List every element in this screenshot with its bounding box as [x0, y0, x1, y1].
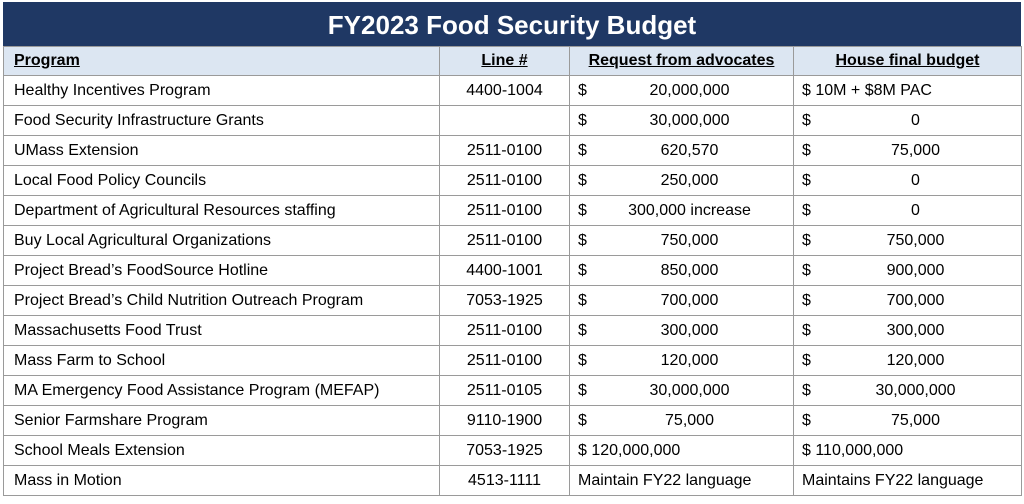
amount: 30,000,000: [649, 111, 730, 129]
table-header-row: [4, 47, 1022, 76]
table-row: [4, 466, 1022, 496]
amount: 0: [911, 171, 920, 189]
table-row: [4, 376, 1022, 406]
currency-symbol: $: [578, 81, 587, 99]
table-row: [4, 346, 1022, 376]
amount: 620,570: [660, 141, 719, 159]
table-row: [4, 256, 1022, 286]
cell-house: [794, 76, 1022, 106]
house-money-value: [794, 322, 1021, 340]
amount: 700,000: [886, 291, 945, 309]
cell-request: [570, 406, 794, 436]
table-row: [4, 76, 1022, 106]
request-money-value: [570, 412, 793, 430]
cell-line-number: 7053-1925: [440, 286, 570, 316]
cell-request: [570, 316, 794, 346]
cell-program: Senior Farmshare Program: [4, 406, 440, 436]
currency-symbol: $: [578, 261, 587, 279]
table-row: [4, 316, 1022, 346]
amount: 75,000: [891, 141, 940, 159]
cell-house: [794, 406, 1022, 436]
cell-request: [570, 376, 794, 406]
table-row: [4, 406, 1022, 436]
cell-house: [794, 286, 1022, 316]
house-money-value: [794, 292, 1021, 310]
cell-line-number: 7053-1925: [440, 436, 570, 466]
request-text-value: Maintain FY22 language: [578, 471, 752, 489]
cell-program: School Meals Extension: [4, 436, 440, 466]
amount: 75,000: [665, 411, 714, 429]
amount: 120,000: [660, 351, 719, 369]
cell-program: Project Bread’s FoodSource Hotline: [4, 256, 440, 286]
currency-symbol: $: [578, 381, 587, 399]
table-row: [4, 106, 1022, 136]
cell-request: [570, 226, 794, 256]
cell-program: UMass Extension: [4, 136, 440, 166]
amount: 300,000: [660, 321, 719, 339]
cell-line-number: 9110-1900: [440, 406, 570, 436]
cell-line-number: 2511-0100: [440, 166, 570, 196]
request-money-value: [570, 292, 793, 310]
amount: 30,000,000: [875, 381, 956, 399]
currency-symbol: $: [578, 201, 587, 219]
header-line-number: Line #: [440, 47, 570, 76]
request-money-value: [570, 322, 793, 340]
currency-symbol: $: [578, 321, 587, 339]
amount: 300,000: [886, 321, 945, 339]
cell-house: [794, 136, 1022, 166]
currency-symbol: $: [578, 111, 587, 129]
cell-request: [570, 346, 794, 376]
cell-request: [570, 196, 794, 226]
request-money-value: [570, 202, 793, 220]
table-row: [4, 166, 1022, 196]
header-program: Program: [4, 47, 440, 76]
cell-request: [570, 436, 794, 466]
amount: 750,000: [886, 231, 945, 249]
house-money-value: [794, 412, 1021, 430]
cell-line-number: 2511-0100: [440, 316, 570, 346]
request-money-value: [570, 262, 793, 280]
house-money-value: [794, 232, 1021, 250]
table-row: [4, 226, 1022, 256]
currency-symbol: $: [802, 231, 811, 249]
budget-table: [3, 46, 1022, 496]
cell-line-number: 4400-1001: [440, 256, 570, 286]
house-money-value: [794, 172, 1021, 190]
currency-symbol: $: [802, 351, 811, 369]
house-money-value: [794, 262, 1021, 280]
header-request-from-advocates: Request from advocates: [570, 47, 794, 76]
currency-symbol: $: [802, 111, 811, 129]
cell-program: Mass in Motion: [4, 466, 440, 496]
cell-house: [794, 106, 1022, 136]
cell-house: [794, 466, 1022, 496]
currency-symbol: $: [578, 291, 587, 309]
amount: 75,000: [891, 411, 940, 429]
request-money-value: [570, 352, 793, 370]
request-text-value: $ 120,000,000: [578, 441, 681, 459]
cell-program: Mass Farm to School: [4, 346, 440, 376]
page-title: FY2023 Food Security Budget: [3, 2, 1021, 46]
amount: 700,000: [660, 291, 719, 309]
amount: 120,000: [886, 351, 945, 369]
cell-program: Food Security Infrastructure Grants: [4, 106, 440, 136]
amount: 850,000: [660, 261, 719, 279]
currency-symbol: $: [802, 141, 811, 159]
currency-symbol: $: [802, 201, 811, 219]
currency-symbol: $: [802, 411, 811, 429]
currency-symbol: $: [578, 231, 587, 249]
house-money-value: [794, 352, 1021, 370]
currency-symbol: $: [578, 171, 587, 189]
request-money-value: [570, 382, 793, 400]
amount: 250,000: [660, 171, 719, 189]
cell-request: [570, 466, 794, 496]
house-text-value: $ 10M + $8M PAC: [802, 81, 932, 99]
cell-program: Department of Agricultural Resources staffing: [4, 196, 440, 226]
amount: 30,000,000: [649, 381, 730, 399]
cell-line-number: 2511-0100: [440, 136, 570, 166]
cell-request: [570, 76, 794, 106]
amount: 0: [911, 201, 920, 219]
cell-request: [570, 106, 794, 136]
amount: 750,000: [660, 231, 719, 249]
cell-request: [570, 166, 794, 196]
cell-house: [794, 436, 1022, 466]
currency-symbol: $: [578, 411, 587, 429]
house-money-value: [794, 142, 1021, 160]
cell-line-number: [440, 106, 570, 136]
cell-request: [570, 256, 794, 286]
house-money-value: [794, 112, 1021, 130]
request-money-value: [570, 112, 793, 130]
cell-house: [794, 346, 1022, 376]
cell-house: [794, 226, 1022, 256]
currency-symbol: $: [802, 321, 811, 339]
table-row: [4, 136, 1022, 166]
cell-program: MA Emergency Food Assistance Program (MEFAP): [4, 376, 440, 406]
cell-line-number: 4513-1111: [440, 466, 570, 496]
cell-line-number: 2511-0105: [440, 376, 570, 406]
house-text-value: Maintains FY22 language: [802, 471, 984, 489]
amount: 300,000 increase: [628, 201, 751, 219]
amount: 20,000,000: [649, 81, 730, 99]
table-row: [4, 436, 1022, 466]
currency-symbol: $: [802, 381, 811, 399]
cell-house: [794, 256, 1022, 286]
currency-symbol: $: [802, 171, 811, 189]
table-row: [4, 196, 1022, 226]
cell-line-number: 2511-0100: [440, 196, 570, 226]
request-money-value: [570, 142, 793, 160]
house-money-value: [794, 382, 1021, 400]
request-money-value: [570, 232, 793, 250]
request-money-value: [570, 172, 793, 190]
currency-symbol: $: [802, 261, 811, 279]
cell-house: [794, 166, 1022, 196]
cell-program: Buy Local Agricultural Organizations: [4, 226, 440, 256]
currency-symbol: $: [802, 291, 811, 309]
cell-request: [570, 286, 794, 316]
budget-document: [3, 2, 1021, 496]
table-row: [4, 286, 1022, 316]
request-money-value: [570, 82, 793, 100]
table-body: [4, 76, 1022, 496]
cell-house: [794, 376, 1022, 406]
cell-house: [794, 316, 1022, 346]
header-house-final-budget: House final budget: [794, 47, 1022, 76]
house-text-value: $ 110,000,000: [802, 441, 904, 459]
cell-program: Project Bread’s Child Nutrition Outreach Program: [4, 286, 440, 316]
house-money-value: [794, 202, 1021, 220]
cell-line-number: 4400-1004: [440, 76, 570, 106]
cell-program: Local Food Policy Councils: [4, 166, 440, 196]
cell-program: Massachusetts Food Trust: [4, 316, 440, 346]
amount: 0: [911, 111, 920, 129]
currency-symbol: $: [578, 141, 587, 159]
cell-request: [570, 136, 794, 166]
cell-line-number: 2511-0100: [440, 346, 570, 376]
currency-symbol: $: [578, 351, 587, 369]
cell-house: [794, 196, 1022, 226]
cell-program: Healthy Incentives Program: [4, 76, 440, 106]
cell-line-number: 2511-0100: [440, 226, 570, 256]
amount: 900,000: [886, 261, 945, 279]
